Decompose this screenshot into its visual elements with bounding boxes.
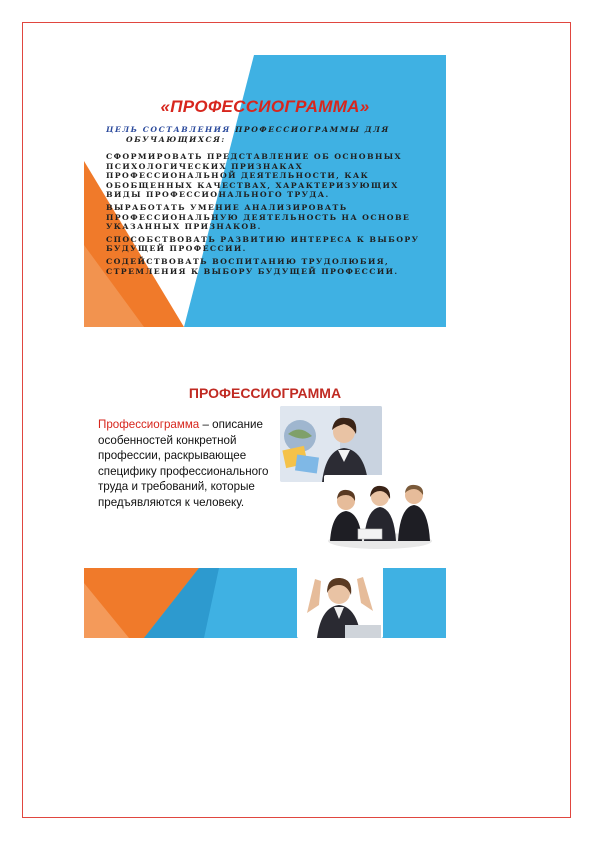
slide-2-title: ПРОФЕССИОГРАММА bbox=[188, 385, 342, 401]
definition-body: – описание особенностей конкретной профессии, раскрывающее специфику профессионального труда и требований, которые предъявляются к человеку. bbox=[98, 418, 269, 509]
definition-text bbox=[98, 417, 278, 511]
team-photo bbox=[324, 475, 436, 551]
slide-1 bbox=[84, 55, 446, 327]
list-item: СПОСОБСТВОВАТЬ РАЗВИТИЮ ИНТЕРЕСА К ВЫБОРУ БУДУЩЕЙ ПРОФЕССИИ. bbox=[106, 234, 420, 254]
goal-rest: ПРОФЕССИОГРАММЫ ДЛЯ bbox=[230, 125, 390, 134]
slide-1-goal-list bbox=[106, 152, 424, 279]
slide-1-title: «ПРОФЕССИОГРАММА» bbox=[160, 97, 370, 116]
slide-1-goal bbox=[106, 125, 426, 144]
slide-2 bbox=[84, 373, 446, 638]
joyful-woman-photo bbox=[297, 565, 383, 638]
goal-prefix: ЦЕЛЬ СОСТАВЛЕНИЯ bbox=[106, 125, 231, 134]
goal-line2: ОБУЧАЮЩИХСЯ: bbox=[126, 134, 226, 144]
list-item: СОДЕЙСТВОВАТЬ ВОСПИТАНИЮ ТРУДОЛЮБИЯ, СТРЕМЛЕНИЯ К ВЫБОРУ БУДУЩЕЙ ПРОФЕССИИ. bbox=[106, 256, 399, 276]
businesswoman-photo bbox=[280, 406, 382, 482]
list-item: СФОРМИРОВАТЬ ПРЕДСТАВЛЕНИЕ ОБ ОСНОВНЫХ ПСИХОЛОГИЧЕСКИХ ПРИЗНАКАХ ПРОФЕССИОНАЛЬНОЙ ДЕЯТЕЛЬНОСТИ, КАК ОБОБЩЕННЫХ КАЧЕСТВАХ, ХАРАКТЕРИЗУЮЩИХ ВИДЫ ПРОФЕССИОНАЛЬНОГО ТРУДА. bbox=[106, 152, 402, 200]
definition-term: Профессиограмма bbox=[98, 418, 200, 431]
list-item: ВЫРАБОТАТЬ УМЕНИЕ АНАЛИЗИРОВАТЬ ПРОФЕССИОНАЛЬНУЮ ДЕЯТЕЛЬНОСТЬ НА ОСНОВЕ УКАЗАННЫХ ПРИЗНАКОВ. bbox=[106, 202, 411, 232]
